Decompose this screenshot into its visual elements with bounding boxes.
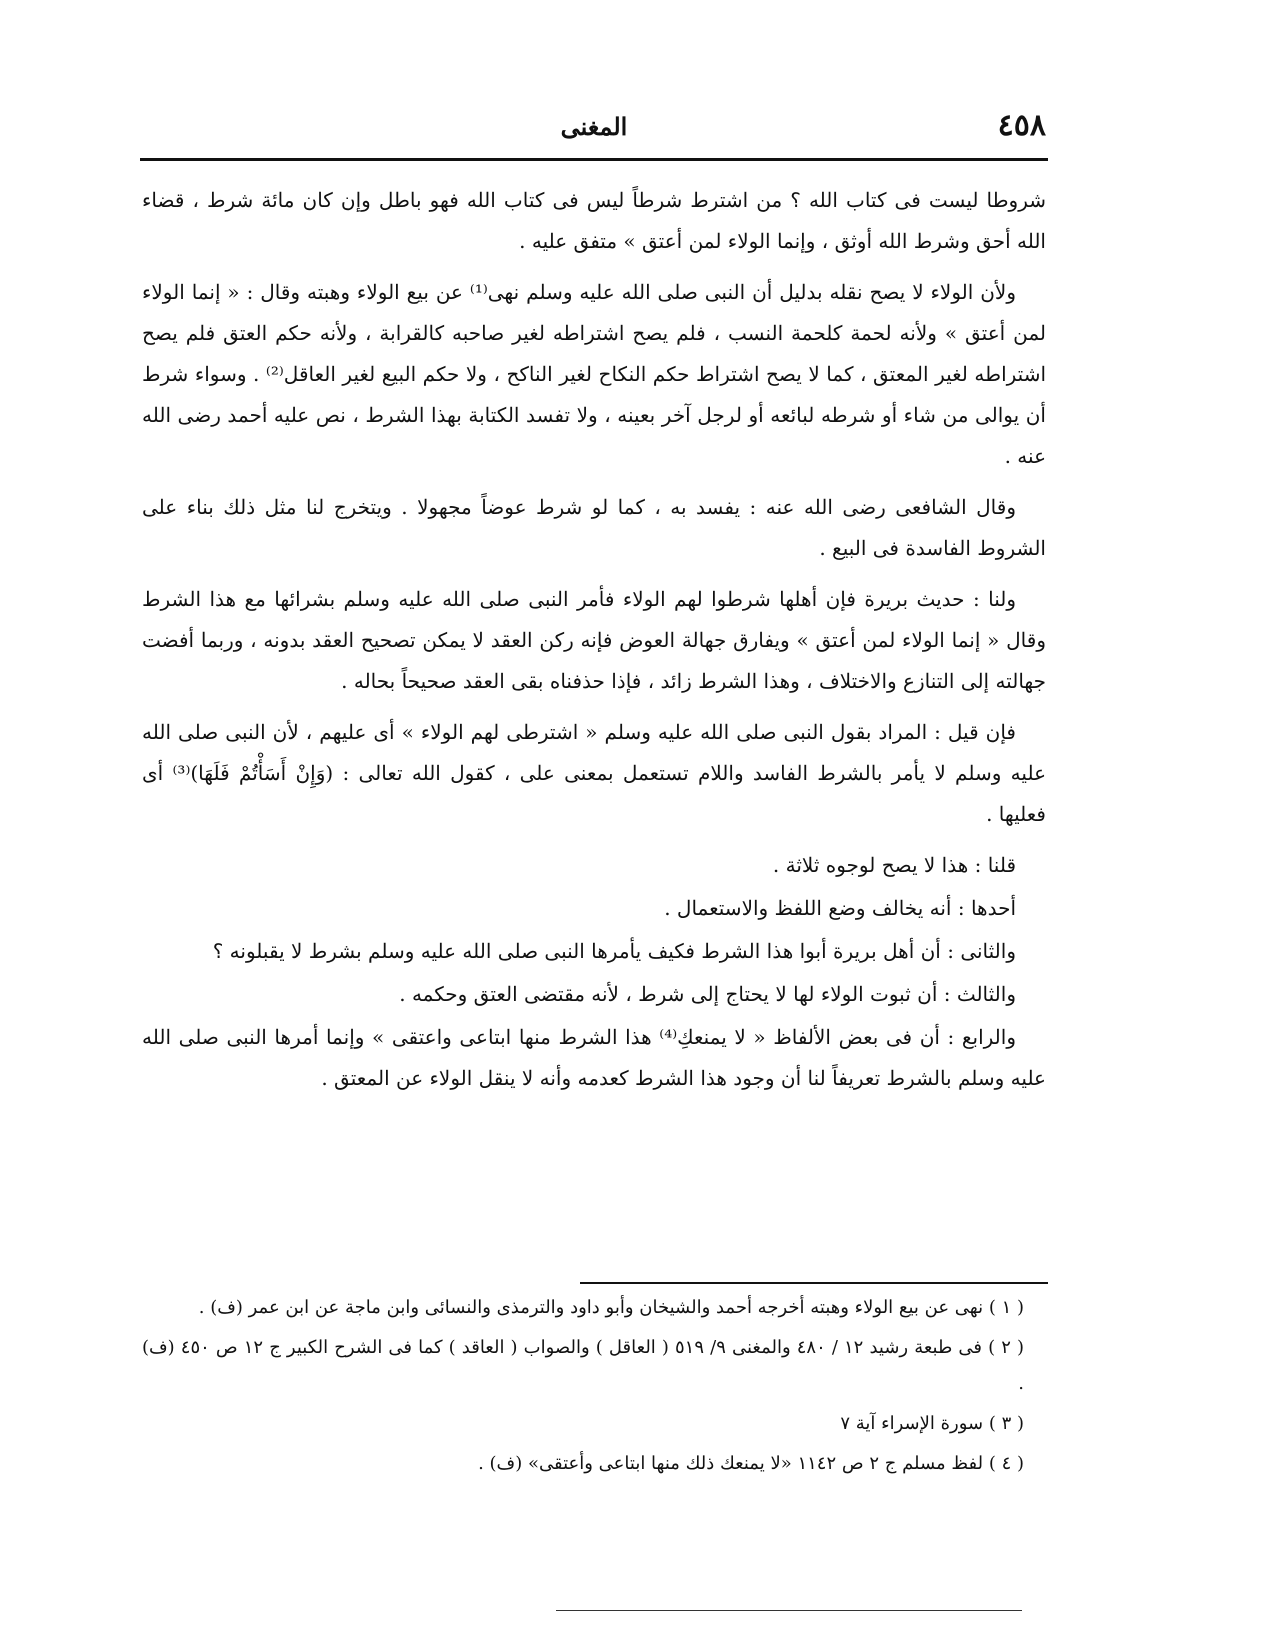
page-header: [142, 108, 1046, 150]
paragraph: والثالث : أن ثبوت الولاء لها لا يحتاج إلى شرط ، لأنه مقتضى العتق وحكمه .: [399, 982, 1016, 1006]
paragraph: والرابع : أن فى بعض الألفاظ « لا يمنعكِ⁽⁴⁾ هذا الشرط منها ابتاعى واعتقى » وإنما أمرها النبى صلى الله عليه وسلم بالشرط تعريفاً لنا أن وجود هذا الشرط كعدمه وأنه لا ينقل الولاء عن المعتق .: [142, 1025, 1046, 1090]
page-number: ٤٥٨: [997, 108, 1046, 143]
bottom-divider: [556, 1610, 1022, 1611]
footnote: ( ١ ) نهى عن بيع الولاء وهبته أخرجه أحمد والشيخان وأبو داود والترمذى والنسائى وابن ماجة عن ابن عمر (ف) .: [198, 1297, 1024, 1318]
footnote: ( ٣ ) سورة الإسراء آية ٧: [840, 1413, 1024, 1434]
footnote: ( ٤ ) لفظ مسلم ج ٢ ص ١١٤٢ «لا يمنعك ذلك منها ابتاعى وأعتقى» (ف) .: [478, 1453, 1024, 1474]
footnotes: [142, 1290, 1046, 1486]
paragraph: شروطا ليست فى كتاب الله ؟ من اشترط شرطاً ليس فى كتاب الله فهو باطل وإن كان مائة شرط ، قضاء الله أحق وشرط الله أوثق ، وإنما الولاء لمن أعتق » متفق عليه .: [142, 188, 1046, 253]
paragraph: ولأن الولاء لا يصح نقله بدليل أن النبى صلى الله عليه وسلم نهى⁽¹⁾ عن بيع الولاء وهبته وقال : « إنما الولاء لمن أعتق » ولأنه لحمة كلحمة النسب ، فلم يصح اشتراطه لغير صاحبه كالقرابة ، ولأنه حكم العتق فلم يصح اشتراطه لغير المعتق ، كما لا يصح اشتراط حكم النكاح لغير الناكح ، ولا حكم البيع لغير العاقل⁽²⁾ . وسواء شرط أن يوالى من شاء أو شرطه لبائعه أو لرجل آخر بعينه ، ولا تفسد الكتابة بهذا الشرط ، نص عليه أحمد رضى الله عنه .: [142, 280, 1047, 468]
paragraph: والثانى : أن أهل بريرة أبوا هذا الشرط فكيف يأمرها النبى صلى الله عليه وسلم بشرط لا يقبلونه ؟: [212, 939, 1016, 963]
running-title: المغنى: [560, 112, 628, 141]
main-text: [142, 180, 1046, 1109]
paragraph: فإن قيل : المراد بقول النبى صلى الله عليه وسلم « اشترطى لهم الولاء » أى عليهم ، لأن النبى صلى الله عليه وسلم لا يأمر بالشرط الفاسد واللام تستعمل بمعنى على ، كقول الله تعالى : (وَإِنْ أَسَأْتُمْ فَلَهَا)⁽³⁾ أى فعليها .: [142, 720, 1046, 826]
paragraph: أحدها : أنه يخالف وضع اللفظ والاستعمال .: [664, 896, 1016, 920]
header-divider: [140, 158, 1048, 161]
paragraph: ولنا : حديث بريرة فإن أهلها شرطوا لهم الولاء فأمر النبى صلى الله عليه وسلم بشرائها مع هذا الشرط وقال « إنما الولاء لمن أعتق » ويفارق جهالة العوض فإنه ركن العقد لا يمكن تصحيح العقد بدونه ، وربما أفضت جهالته إلى التنازع والاختلاف ، وهذا الشرط زائد ، فإذا حذفناه بقى العقد صحيحاً بحاله .: [142, 587, 1046, 693]
footnote: ( ٢ ) فى طبعة رشيد ١٢ / ٤٨٠ والمغنى ٩/ ٥١٩ ( العاقل ) والصواب ( العاقد ) كما فى الشرح الكبير ج ١٢ ص ٤٥٠ (ف) .: [142, 1337, 1024, 1394]
paragraph: وقال الشافعى رضى الله عنه : يفسد به ، كما لو شرط عوضاً مجهولا . ويتخرج لنا مثل ذلك بناء على الشروط الفاسدة فى البيع .: [142, 495, 1046, 560]
footnote-divider: [580, 1282, 1048, 1284]
paragraph: قلنا : هذا لا يصح لوجوه ثلاثة .: [772, 853, 1016, 877]
